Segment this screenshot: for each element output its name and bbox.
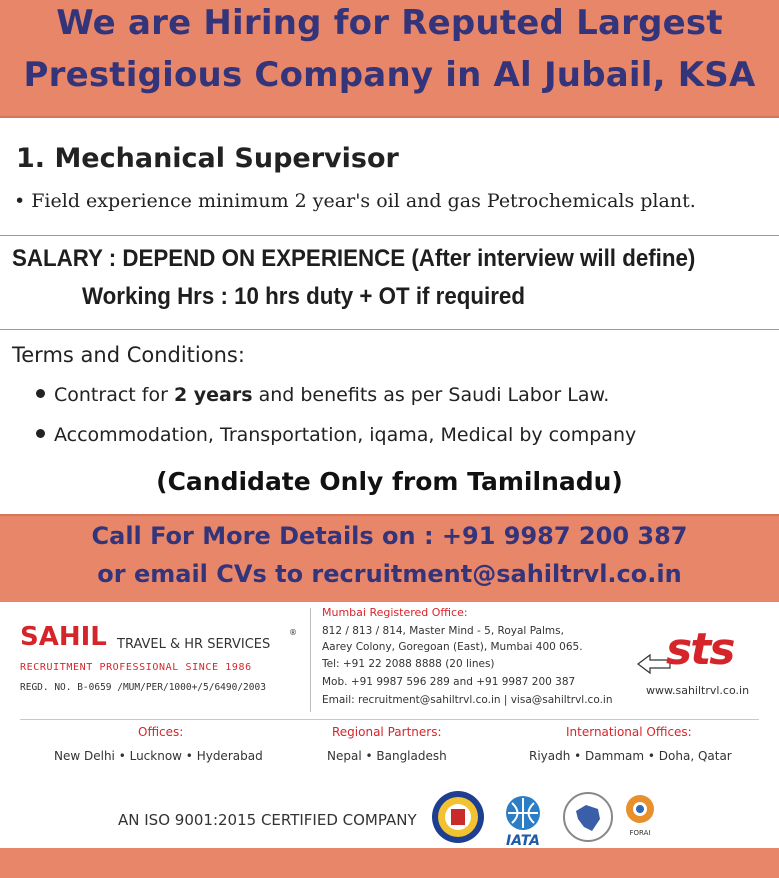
accreditation-badges xyxy=(430,785,670,847)
website-link[interactable]: www.sahiltrvl.co.in xyxy=(646,684,750,697)
term-contract-prefix: Contract for xyxy=(54,384,174,406)
working-hours: Working Hrs : 10 hrs duty + OT if required xyxy=(82,283,525,310)
bullet-icon xyxy=(36,429,45,438)
contact-phone[interactable]: Call For More Details on : +91 9987 200 387 xyxy=(91,522,688,550)
banner-line-1: We are Hiring for Reputed Largest xyxy=(56,3,723,43)
office-mobile: Mob. +91 9987 596 289 and +91 9987 200 387 xyxy=(322,676,576,688)
job-requirement: • Field experience minimum 2 year's oil and gas Petrochemicals plant. xyxy=(14,190,696,212)
vertical-divider xyxy=(310,608,311,712)
iata-label: IATA xyxy=(505,833,541,847)
contact-email[interactable]: or email CVs to recruitment@sahiltrvl.co.in xyxy=(97,560,682,588)
iata-logo-icon xyxy=(506,796,540,847)
office-address-1: 812 / 813 / 814, Master Mind - 5, Royal Palms, xyxy=(322,625,564,637)
divider xyxy=(0,329,779,330)
candidate-note: (Candidate Only from Tamilnadu) xyxy=(156,467,623,496)
registered-mark: ® xyxy=(289,628,297,637)
banner-line-2: Prestigious Company in Al Jubail, KSA xyxy=(23,55,756,95)
sts-logo: sts xyxy=(666,624,734,675)
sahil-logo: SAHIL xyxy=(20,622,107,652)
recruitment-tagline: RECRUITMENT PROFESSIONAL SINCE 1986 xyxy=(20,662,252,673)
divider xyxy=(0,235,779,236)
office-address-2: Aarey Colony, Goregoan (East), Mumbai 400 065. xyxy=(322,641,583,653)
intl-offices-list: Riyadh • Dammam • Doha, Qatar xyxy=(529,749,732,763)
registration-number: REGD. NO. B-0659 /MUM/PER/1000+/5/6490/2003 xyxy=(20,682,266,693)
term-contract-duration: 2 years xyxy=(173,384,253,406)
office-email[interactable]: Email: recruitment@sahiltrvl.co.in | visa@sahiltrvl.co.in xyxy=(322,694,613,706)
offices-heading: Offices: xyxy=(138,725,184,739)
india-tourism-emblem-icon xyxy=(564,793,612,841)
term-contract xyxy=(36,384,609,406)
divider xyxy=(20,719,759,720)
term-contract-suffix: and benefits as per Saudi Labor Law. xyxy=(252,384,610,406)
term-benefits xyxy=(36,424,636,446)
hiring-banner xyxy=(0,0,779,118)
term-benefits-text: Accommodation, Transportation, iqama, Medical by company xyxy=(54,424,637,446)
company-footer xyxy=(0,602,779,878)
office-tel: Tel: +91 22 2088 8888 (20 lines) xyxy=(322,658,495,670)
footer-bar xyxy=(0,848,779,878)
partners-heading: Regional Partners: xyxy=(332,725,442,739)
contact-banner xyxy=(0,514,779,604)
intl-offices-heading: International Offices: xyxy=(566,725,692,739)
partners-list: Nepal • Bangladesh xyxy=(327,749,447,763)
sahil-logo-subtitle: TRAVEL & HR SERVICES xyxy=(117,637,271,652)
terms-title: Terms and Conditions: xyxy=(12,343,245,367)
offices-list: New Delhi • Lucknow • Hyderabad xyxy=(54,749,263,763)
office-heading: Mumbai Registered Office: xyxy=(322,606,468,619)
salary-line: SALARY : DEPEND ON EXPERIENCE (After interview will define) xyxy=(12,245,696,272)
forai-emblem-icon xyxy=(626,795,654,837)
bullet-icon xyxy=(36,389,45,398)
forai-label: FORAI xyxy=(629,829,651,837)
seal-badge-icon xyxy=(432,791,484,843)
job-title: 1. Mechanical Supervisor xyxy=(16,143,399,174)
iso-certification: AN ISO 9001:2015 CERTIFIED COMPANY xyxy=(118,811,417,829)
